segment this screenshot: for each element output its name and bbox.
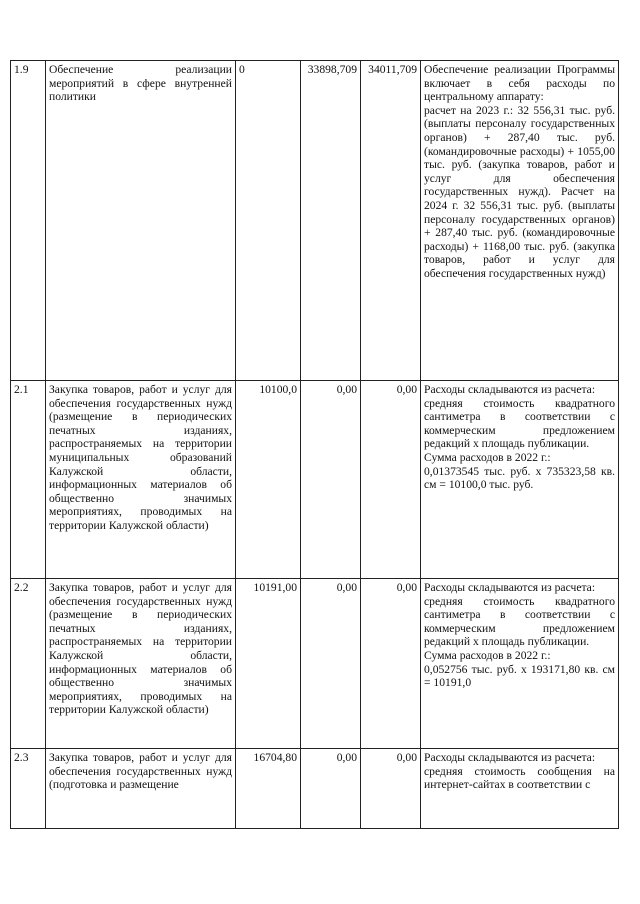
amount-col-3: 0,00 [361,381,421,579]
amount-col-1: 10100,0 [236,381,301,579]
amount-col-2: 0,00 [301,579,361,749]
row-number: 2.3 [11,749,46,829]
amount-col-1: 10191,00 [236,579,301,749]
table-row [11,61,619,381]
budget-table [10,60,619,829]
amount-col-2: 0,00 [301,749,361,829]
activity-name: Закупка товаров, работ и услуг для обеспечения государственных нужд (размещение в периодических печатных изданиях, распространяемых на территории Калужской области, информационных материалов об общественно значимых мероприятиях, проводимых на территории Калужской области) [46,579,236,749]
amount-col-1: 16704,80 [236,749,301,829]
activity-name: Закупка товаров, работ и услуг для обеспечения государственных нужд (размещение в периодических печатных изданиях, распространяемых на территории муниципальных образований Калужской области, информационных материалов об общественно значимых мероприятиях, проводимых на территории Калужской области) [46,381,236,579]
amount-col-2: 0,00 [301,381,361,579]
table-row [11,579,619,749]
amount-col-3: 0,00 [361,749,421,829]
calculation-note: Расходы складываются из расчета: средняя стоимость сообщения на интернет-сайтах в соответствии с [421,749,619,829]
activity-name: Обеспечение реализации мероприятий в сфере внутренней политики [46,61,236,381]
row-number: 2.2 [11,579,46,749]
amount-col-3: 34011,709 [361,61,421,381]
calculation-note: Расходы складываются из расчета: средняя стоимость квадратного сантиметра в соответствии с коммерческим предложением редакций х площадь публикации. Сумма расходов в 2022 г.: 0,052756 тыс. руб. х 193171,80 кв. см = 10191,0 [421,579,619,749]
amount-col-3: 0,00 [361,579,421,749]
table-row [11,749,619,829]
row-number: 1.9 [11,61,46,381]
amount-col-1: 0 [236,61,301,381]
calculation-note: Расходы складываются из расчета: средняя стоимость квадратного сантиметра в соответствии с коммерческим предложением редакций х площадь публикации. Сумма расходов в 2022 г.: 0,01373545 тыс. руб. х 735323,58 кв. см = 10100,0 тыс. руб. [421,381,619,579]
calculation-note: Обеспечение реализации Программы включает в себя расходы по центральному аппарату: расчет на 2023 г.: 32 556,31 тыс. руб. (выплаты персоналу государственных органов) + 287,40 тыс. руб. (командировочные расходы) + 1055,00 тыс. руб. (закупка товаров, работ и услуг для обеспечения государственных нужд). Расчет на 2024 г. 32 556,31 тыс. руб. (выплаты персоналу государственных органов) + 287,40 тыс. руб. (командировочные расходы) + 1168,00 тыс. руб. (закупка товаров, работ и услуг для обеспечения государственных нужд) [421,61,619,381]
amount-col-2: 33898,709 [301,61,361,381]
activity-name: Закупка товаров, работ и услуг для обеспечения государственных нужд (подготовка и размещение [46,749,236,829]
row-number: 2.1 [11,381,46,579]
table-row [11,381,619,579]
